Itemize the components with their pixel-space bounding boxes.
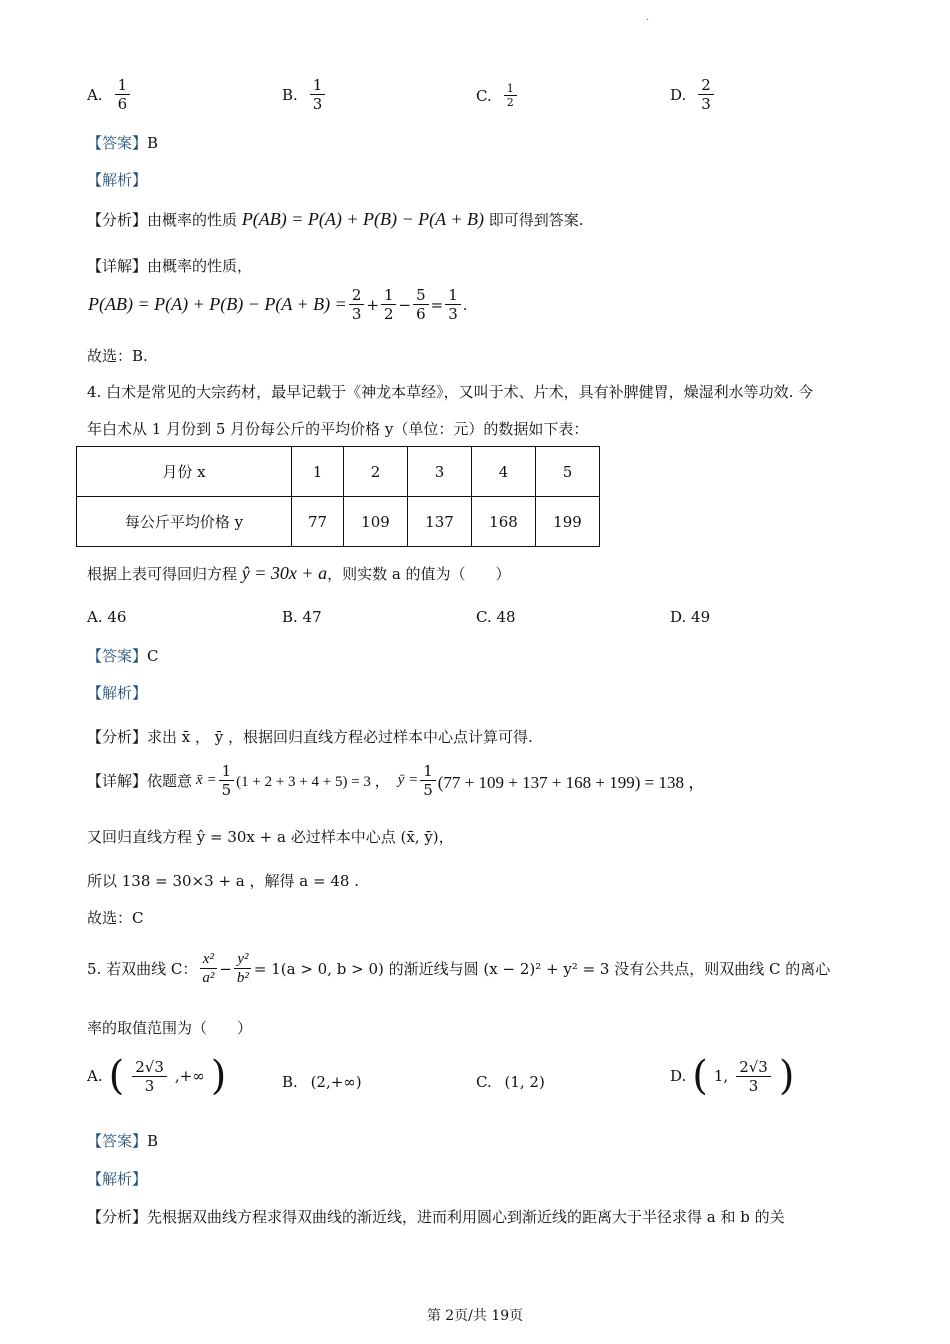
option-letter: C. [476, 1073, 492, 1091]
ybar-sum: (77 + 109 + 137 + 168 + 199) = 138 ， [437, 773, 706, 792]
answer-value: B [147, 134, 159, 152]
fraction: $\frac{1}{6}$ [115, 76, 131, 113]
xbar-label: x̄ = [196, 772, 217, 788]
q5-option-b[interactable] [282, 1073, 362, 1091]
xbar-sum: (1 + 2 + 3 + 4 + 5) = 3 ， [236, 774, 390, 790]
price-table [76, 446, 600, 547]
right-paren: ) [210, 1053, 227, 1099]
q3-analysis-tag: 【解析】 [87, 171, 148, 189]
option-text: (2,+∞) [310, 1073, 362, 1091]
option-text: (1, 2) [504, 1073, 545, 1091]
option-letter: A. [87, 1067, 103, 1085]
q3-formula: P(AB) = P(A) + P(B) − P(A + B) = $\frac{2}{3}$ + $\frac{1}{2}$ − $\frac{5}{6}$ = $\frac{1}{3}$ . [88, 286, 468, 323]
fenxi-tag: 【分析】 [87, 728, 148, 746]
q4-line-again: 又回归直线方程 ŷ = 30x + a 必过样本中心点 (x̄, ȳ)， [87, 828, 454, 846]
table-cell: 109 [344, 497, 408, 547]
answer-tag: 【答案】 [87, 134, 148, 152]
option-letter: A. [87, 85, 103, 104]
q4-conclusion: 故选：C [87, 909, 144, 927]
q3-option-a[interactable] [87, 76, 132, 113]
answer-value: B [147, 1132, 159, 1150]
fraction: $\frac{2}{3}$ [349, 286, 365, 323]
q4-text-line1: 4. 白术是常见的大宗药材，最早记载于《神龙本草经》，又叫于术、片术，具有补脾健胃，燥湿利水等功效. 今 [87, 383, 814, 401]
q3-conclusion: 故选：B. [87, 347, 148, 365]
q3-option-d[interactable] [670, 76, 716, 113]
fraction: $\frac{5}{6}$ [413, 286, 429, 323]
q3-fenxi [87, 209, 584, 230]
table-header-cell: 每公斤平均价格 y [77, 497, 292, 547]
fraction: $\frac{1}{2}$ [381, 286, 397, 323]
ybar-label: ȳ = [397, 772, 419, 788]
detail-pre: 依题意 [147, 772, 193, 790]
option-letter: B. [282, 1073, 298, 1091]
fraction: $\frac{1}{3}$ [445, 286, 461, 323]
left-paren: ( [692, 1053, 708, 1099]
q5-answer [87, 1130, 158, 1151]
q4-question [87, 563, 511, 584]
q4-fenxi [87, 726, 533, 747]
table-cell: 168 [472, 497, 536, 547]
q5-eq-mid: = 1(a > 0, b > 0) 的渐近线与圆 (x − 2)² + y² = 3 没有公共点，则双曲线 C 的离心 [253, 960, 831, 978]
q5-option-d[interactable] [670, 1053, 795, 1099]
fenxi-tag: 【分析】 [87, 211, 148, 229]
q5-option-c[interactable] [476, 1073, 545, 1091]
fraction-x: $\frac{\text{x²}}{\text{a²}}$ [199, 950, 217, 987]
table-cell: 1 [292, 447, 344, 497]
option-letter: C. [476, 86, 492, 105]
q5-pre: 5. 若双曲线 C： [87, 960, 198, 978]
q5-fenxi [87, 1206, 785, 1227]
q4-option-a[interactable]: A. 46 [87, 608, 127, 626]
q3-detail [87, 255, 252, 276]
detail-tag: 【详解】 [87, 772, 148, 790]
table-row [77, 497, 600, 547]
q5-option-a[interactable] [87, 1053, 227, 1099]
fraction: $\frac{1}{5}$ [219, 762, 235, 799]
table-cell: 77 [292, 497, 344, 547]
fenxi-formula: P(AB) = P(A) + P(B) − P(A + B) [241, 209, 484, 229]
table-cell: 2 [344, 447, 408, 497]
page-footer: 第 2页/共 19页 [426, 1308, 524, 1324]
fenxi-pre: 由概率的性质 [147, 211, 238, 229]
q4-detail [87, 762, 705, 799]
q3-answer [87, 132, 158, 153]
q5-analysis-tag: 【解析】 [87, 1170, 148, 1188]
fraction-y: $\frac{\text{y²}}{\text{b²}}$ [234, 950, 252, 987]
table-cell: 3 [408, 447, 472, 497]
answer-value: C [147, 647, 159, 665]
fenxi-text: 求出 x̄ ， ȳ ，根据回归直线方程必过样本中心点计算可得. [147, 728, 533, 746]
q4-option-d[interactable]: D. 49 [670, 608, 711, 626]
option-letter: D. [670, 1067, 687, 1085]
fraction: $\frac{2√3}{3}$ [736, 1058, 771, 1095]
fraction: $\frac{1}{5}$ [420, 762, 436, 799]
top-mark: . [646, 12, 650, 23]
table-cell: 5 [536, 447, 600, 497]
question-equation: ŷ = 30x + a [241, 563, 328, 583]
table-header-cell: 月份 x [77, 447, 292, 497]
answer-tag: 【答案】 [87, 647, 148, 665]
fraction: $\frac{2}{3}$ [698, 76, 714, 113]
fraction: $\frac{1}{2}$ [504, 82, 517, 109]
table-cell: 199 [536, 497, 600, 547]
right-paren: ) [778, 1053, 795, 1099]
fenxi-post: 即可得到答案. [488, 211, 584, 229]
formula-lhs: P(AB) = P(A) + P(B) − P(A + B) = [88, 294, 347, 314]
q5-question: 5. 若双曲线 C： $\frac{\text{x²}}{\text{a²}}$ − $\frac{\text{y²}}{\text{b²}}$ = 1(a > 0, b > 0) 的渐近线与圆 (x − 2)² + y² = 3 没有公共点，则双曲线 C 的离心 [87, 951, 831, 986]
table-cell: 137 [408, 497, 472, 547]
fraction: $\frac{1}{3}$ [310, 76, 326, 113]
q3-option-c[interactable] [476, 82, 519, 109]
left-paren: ( [108, 1053, 125, 1099]
answer-tag: 【答案】 [87, 1132, 148, 1150]
fraction: $\frac{2√3}{3}$ [132, 1058, 167, 1095]
fenxi-text: 先根据双曲线方程求得双曲线的渐近线，进而利用圆心到渐近线的距离大于半径求得 a 和 b 的关 [147, 1208, 785, 1226]
detail-tag: 【详解】 [87, 257, 148, 275]
q5-text-line2: 率的取值范围为（ ） [87, 1019, 253, 1037]
q4-option-b[interactable]: B. 47 [282, 608, 322, 626]
table-cell: 4 [472, 447, 536, 497]
q4-text-line2: 年白术从 1 月份到 5 月份每公斤的平均价格 y（单位：元）的数据如下表： [87, 420, 589, 438]
q4-answer [87, 645, 159, 666]
question-post: ，则实数 a 的值为（ ） [327, 565, 511, 583]
q3-option-b[interactable] [282, 76, 327, 113]
option-tail: ,+∞ [174, 1067, 205, 1085]
q4-line-so: 所以 138 = 30×3 + a ，解得 a = 48 . [87, 872, 359, 890]
option-letter: D. [670, 85, 687, 104]
detail-text: 由概率的性质， [147, 257, 253, 275]
q4-option-c[interactable]: C. 48 [476, 608, 516, 626]
option-letter: B. [282, 85, 298, 104]
question-pre: 根据上表可得回归方程 [87, 565, 238, 583]
fenxi-tag: 【分析】 [87, 1208, 148, 1226]
option-head: 1, [713, 1067, 729, 1085]
q4-analysis-tag: 【解析】 [87, 684, 148, 702]
table-row [77, 447, 600, 497]
